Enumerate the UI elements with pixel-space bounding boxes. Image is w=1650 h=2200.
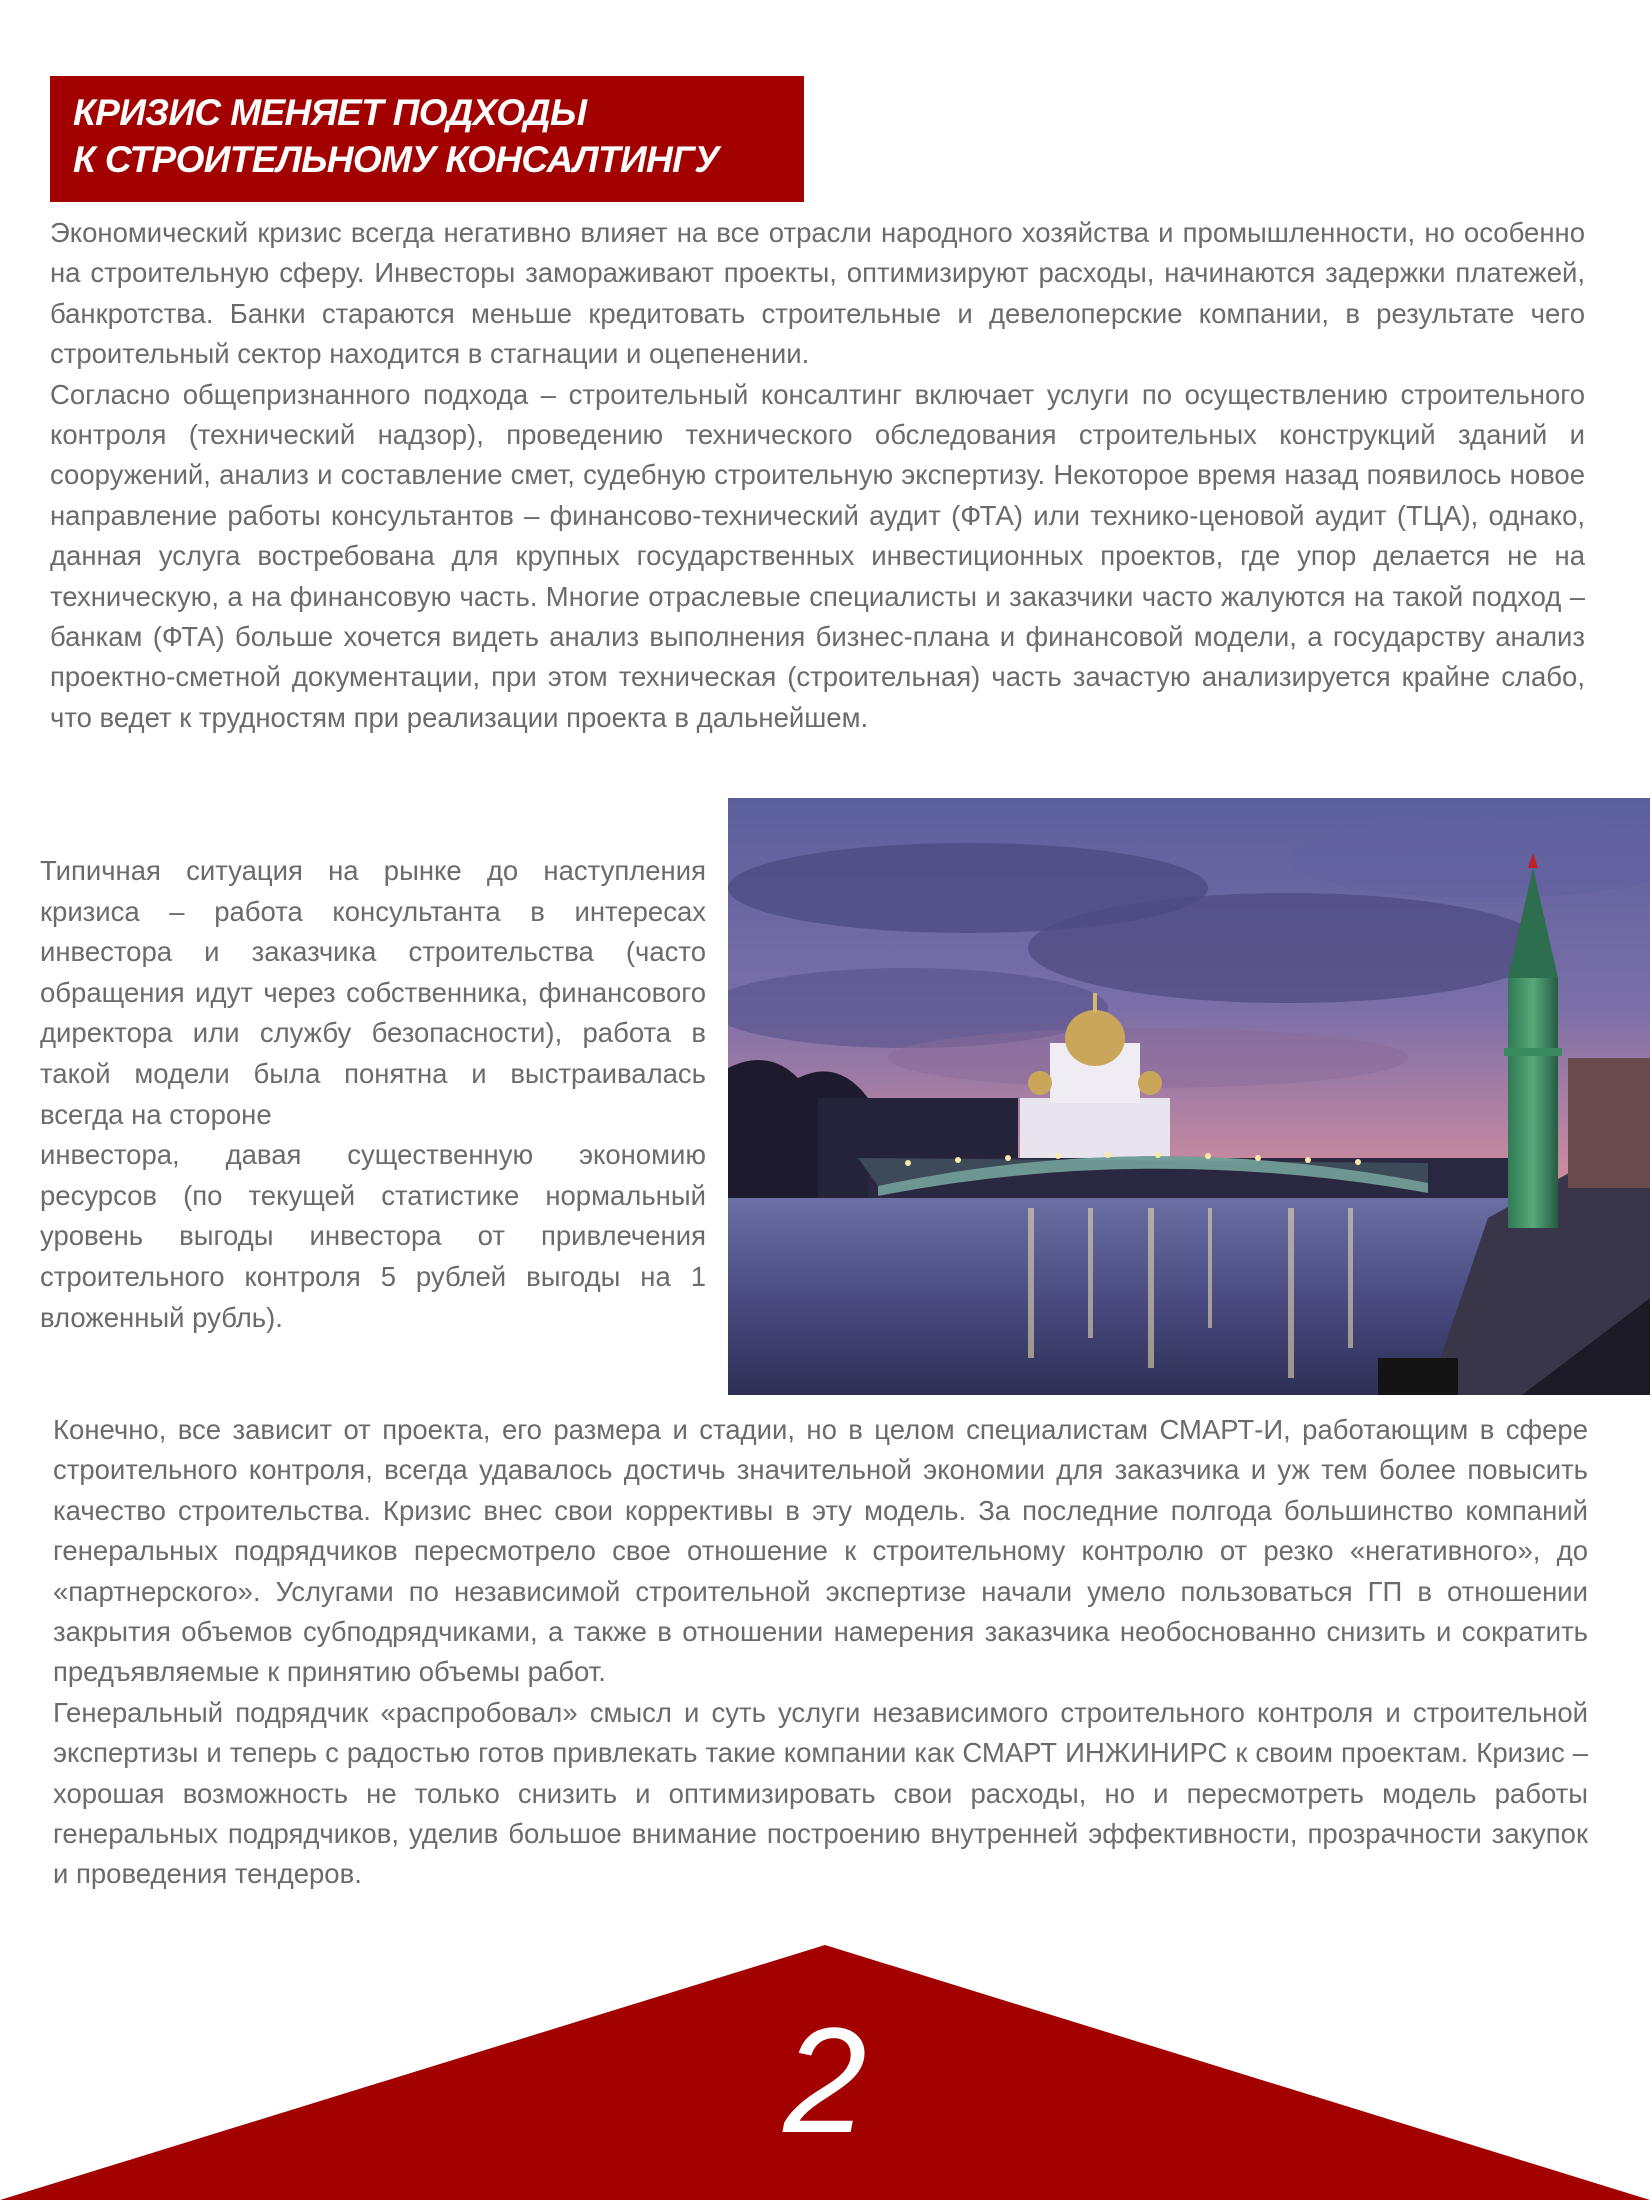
- side-paragraph-2: инвестора, давая существенную экономию ресурсов (по текущей статистике нормальный уровень выгоды инвестора от привлечения строительного контроля 5 рублей выгоды на 1 вложенный рубль).: [40, 1139, 706, 1333]
- side-text: [40, 851, 706, 1338]
- title-line-2: К СТРОИТЕЛЬНОМУ КОНСАЛТИНГУ: [73, 139, 719, 180]
- title-line-1: КРИЗИС МЕНЯЕТ ПОДХОДЫ: [73, 92, 587, 133]
- intro-paragraph-2: Согласно общепризнанного подхода – строительный консалтинг включает услуги по осуществлению строительного контроля (технический надзор), проведению технического обследования строительных конструкций зданий и сооружений, анализ и составление смет, судебную строительную экспертизу. Некоторое время назад появилось новое направление работы консультантов – финансово-технический аудит (ФТА) или технико-ценовой аудит (ТЦА), однако, данная услуга востребована для крупных государственных инвестиционных проектов, где упор делается не на техническую, а на финансовую часть. Многие отраслевые специалисты и заказчики часто жалуются на такой подход – банкам (ФТА) больше хочется видеть анализ выполнения бизнес-плана и финансовой модели, а государству анализ проектно-сметной документации, при этом техническая (строительная) часть зачастую анализируется крайне слабо, что ведет к трудностям при реализации проекта в дальнейшем.: [50, 378, 1585, 733]
- title-banner: [50, 76, 804, 202]
- lower-paragraph-1: Конечно, все зависит от проекта, его размера и стадии, но в целом специалистам СМАРТ-И, работающим в сфере строительного контроля, всегда удавалось достичь значительной экономии для заказчика и уж тем более повысить качество строительства. Кризис внес свои коррективы в эту модель. За последние полгода большинство компаний генеральных подрядчиков пересмотрело свое отношение к строительному контролю от резко «негативного», до «партнерского». Услугами по независимой строительной экспертизе начали умело пользоваться ГП в отношении закрытия объемов субподрядчиками, а также в отношении намерения заказчика необоснованно снизить и сократить предъявляемые к принятию объемы работ.: [53, 1414, 1588, 1688]
- page-number: 2: [783, 1996, 867, 2164]
- intro-paragraph-1: Экономический кризис всегда негативно влияет на все отрасли народного хозяйства и промышленности, но особенно на строительную сферу. Инвесторы замораживают проекты, оптимизируют расходы, начинаются задержки платежей, банкротства. Банки стараются меньше кредитовать строительные и девелоперские компании, в результате чего строительный сектор находится в стагнации и оцепенении.: [50, 217, 1585, 370]
- intro-text: [50, 213, 1585, 738]
- lower-text: [53, 1410, 1588, 1895]
- side-paragraph-1: Типичная ситуация на рынке до наступления кризиса – работа консультанта в интересах инвестора и заказчика строительства (часто обращения идут через собственника, финансового директора или службу безопасности), работа в такой модели была понятна и выстраивалась всегда на стороне: [40, 855, 706, 1130]
- moscow-river-photo: [728, 798, 1650, 1395]
- lower-paragraph-2: Генеральный подрядчик «распробовал» смысл и суть услуги независимого строительного контроля и строительной экспертизы и теперь с радостью готов привлекать такие компании как СМАРТ ИНЖИНИРС к своим проектам. Кризис – хорошая возможность не только снизить и оптимизировать свои расходы, но и пересмотреть модель работы генеральных подрядчиков, уделив большое внимание построению внутренней эффективности, прозрачности закупок и проведения тендеров.: [53, 1696, 1588, 1890]
